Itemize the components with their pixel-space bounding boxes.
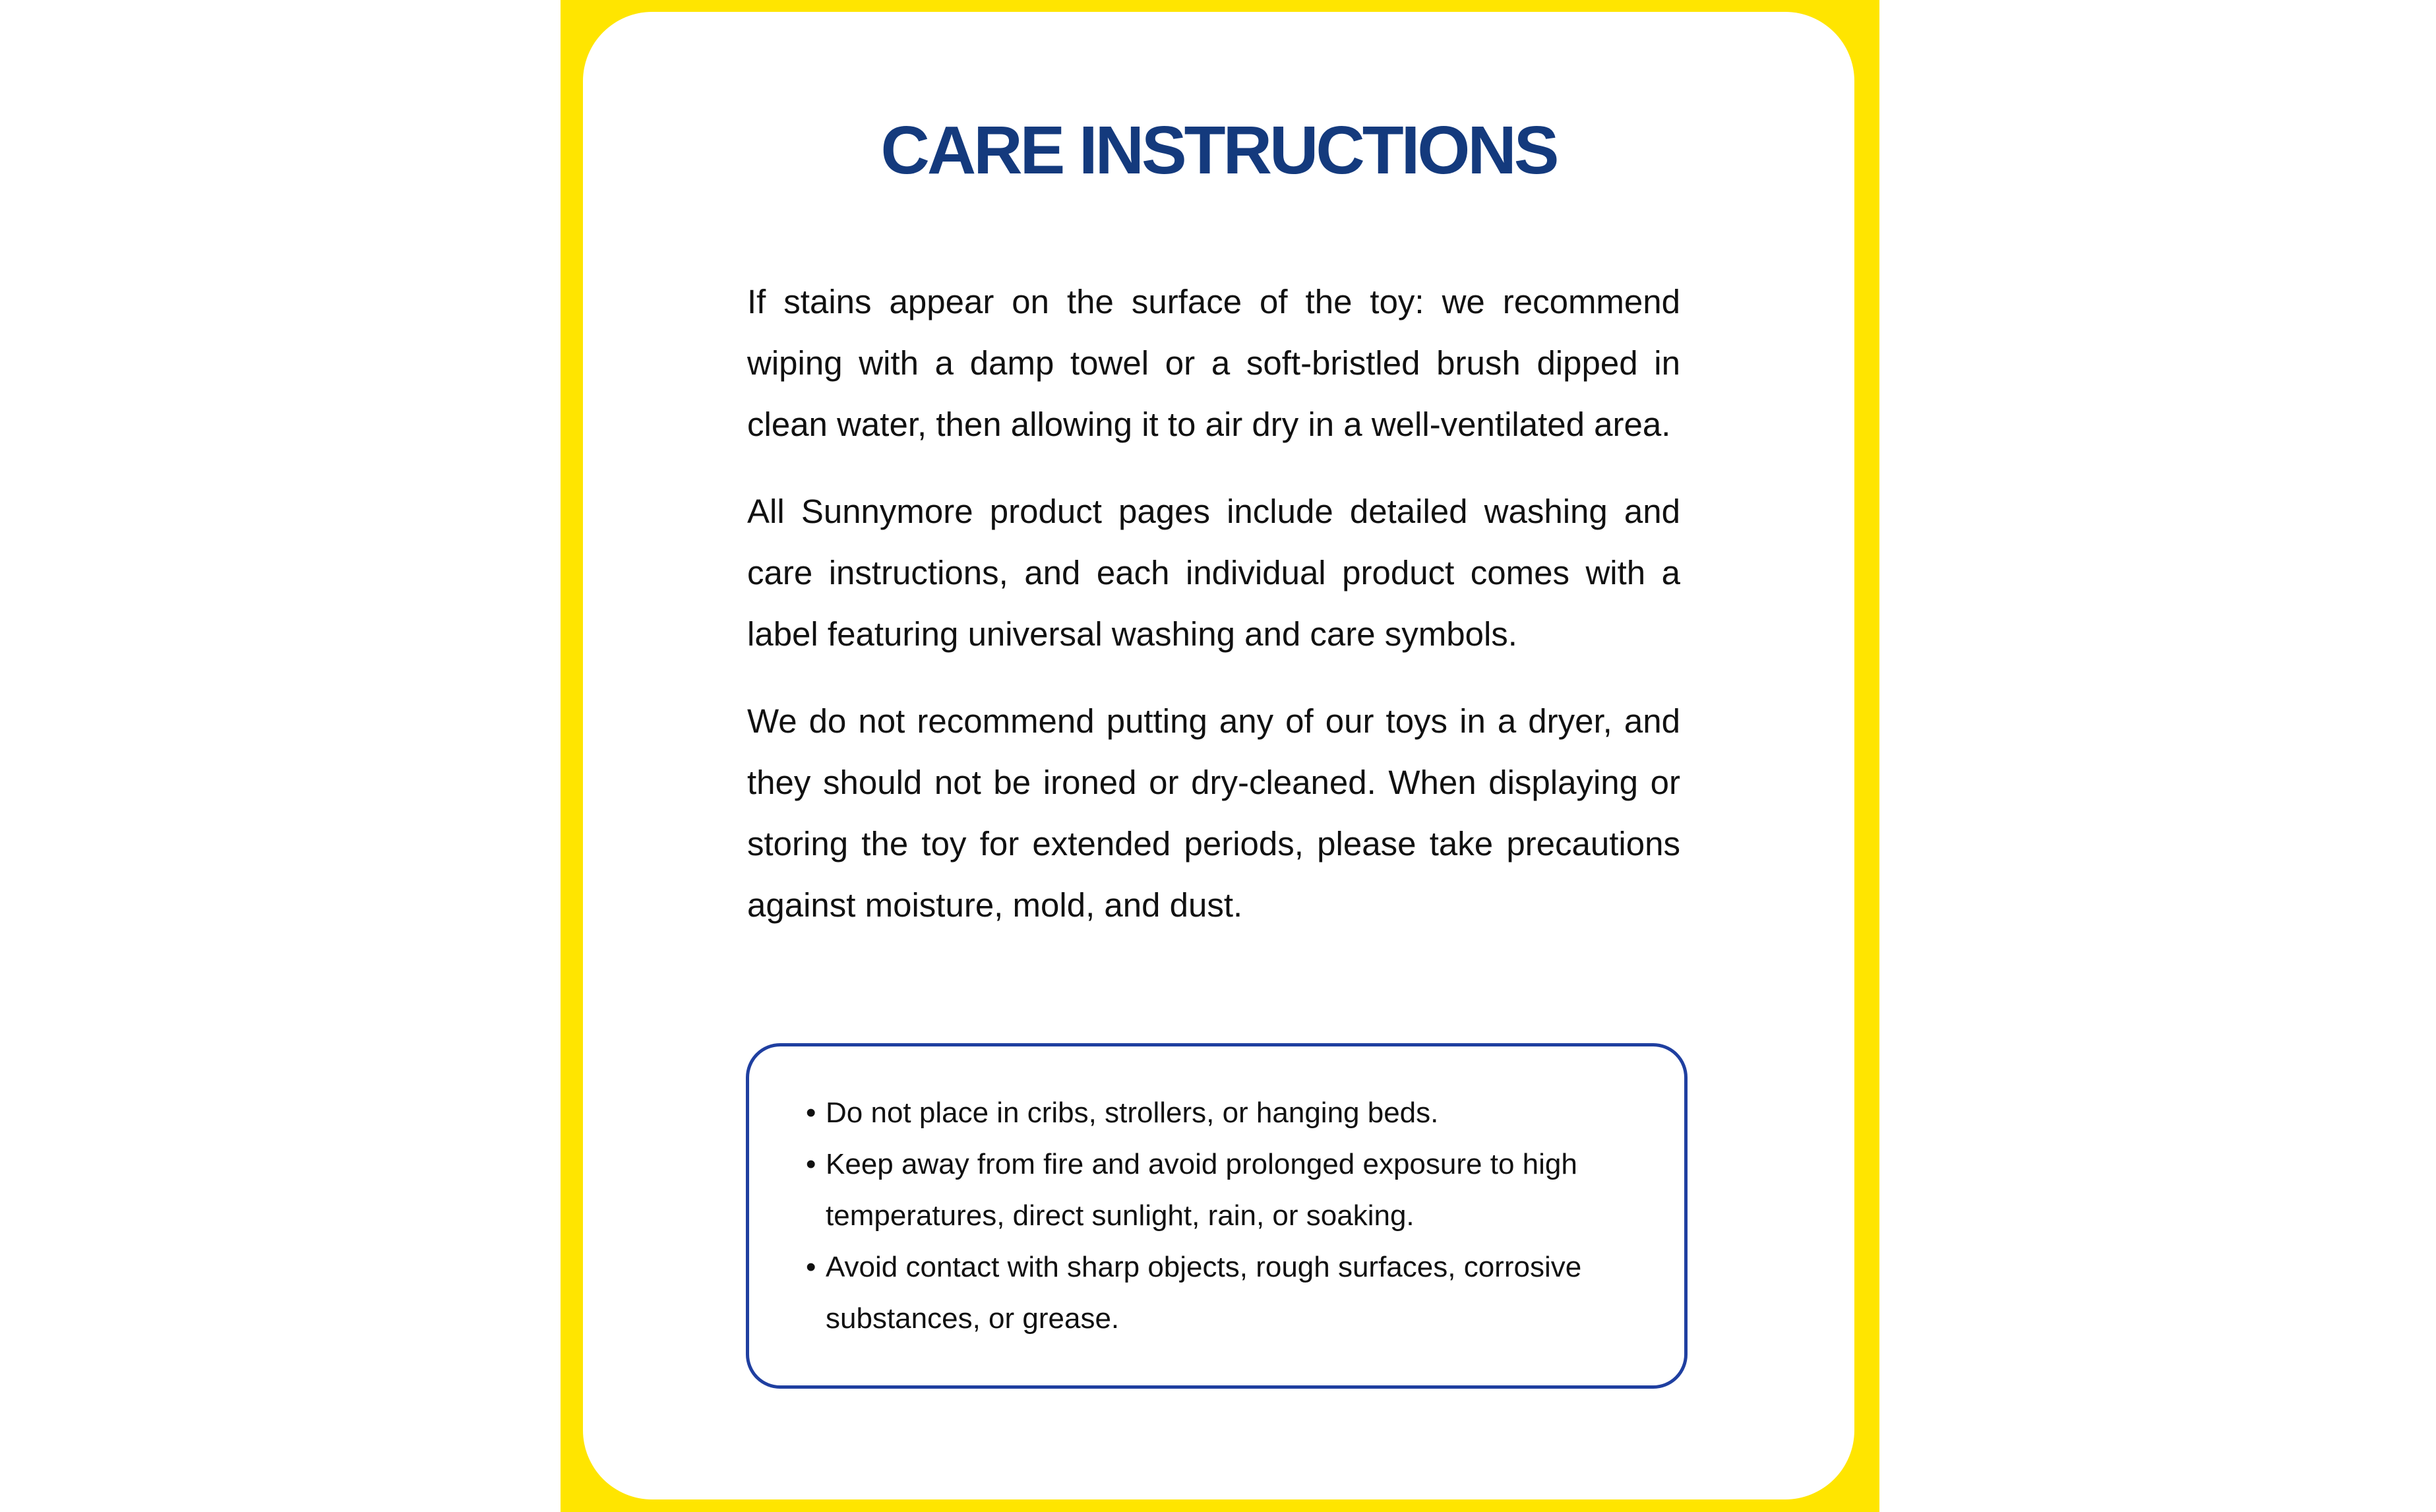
list-item bbox=[806, 1087, 1658, 1139]
list-item bbox=[806, 1139, 1658, 1242]
list-item-text: Avoid contact with sharp objects, rough surfaces, corrosive substances, or grease. bbox=[826, 1251, 1582, 1335]
safety-notice-box bbox=[746, 1043, 1688, 1389]
bullet-icon: • bbox=[806, 1251, 816, 1283]
list-item-text: Do not place in cribs, strollers, or hanging beds. bbox=[826, 1097, 1439, 1129]
bullet-icon: • bbox=[806, 1097, 816, 1129]
care-text-body bbox=[747, 271, 1680, 961]
list-item-text: Keep away from fire and avoid prolonged exposure to high temperatures, direct sunlight, rain, or soaking. bbox=[826, 1148, 1577, 1232]
safety-notice-list bbox=[806, 1087, 1658, 1345]
bullet-icon: • bbox=[806, 1148, 816, 1180]
list-item bbox=[806, 1242, 1658, 1345]
paragraph-dryer-storage: We do not recommend putting any of our toys in a dryer, and they should not be ironed or dry-cleaned. When displaying or storing the toy for extended periods, please take precautions against moisture, mold, and dust. bbox=[747, 702, 1680, 924]
paragraph-product-labels: All Sunnymore product pages include detailed washing and care instructions, and each individual product comes with a label featuring universal washing and care symbols. bbox=[747, 493, 1680, 653]
paragraph-stains: If stains appear on the surface of the toy: we recommend wiping with a damp towel or a soft-bristled brush dipped in clean water, then allowing it to air dry in a well-ventilated area. bbox=[747, 283, 1680, 443]
page-title: CARE INSTRUCTIONS bbox=[880, 112, 1557, 188]
